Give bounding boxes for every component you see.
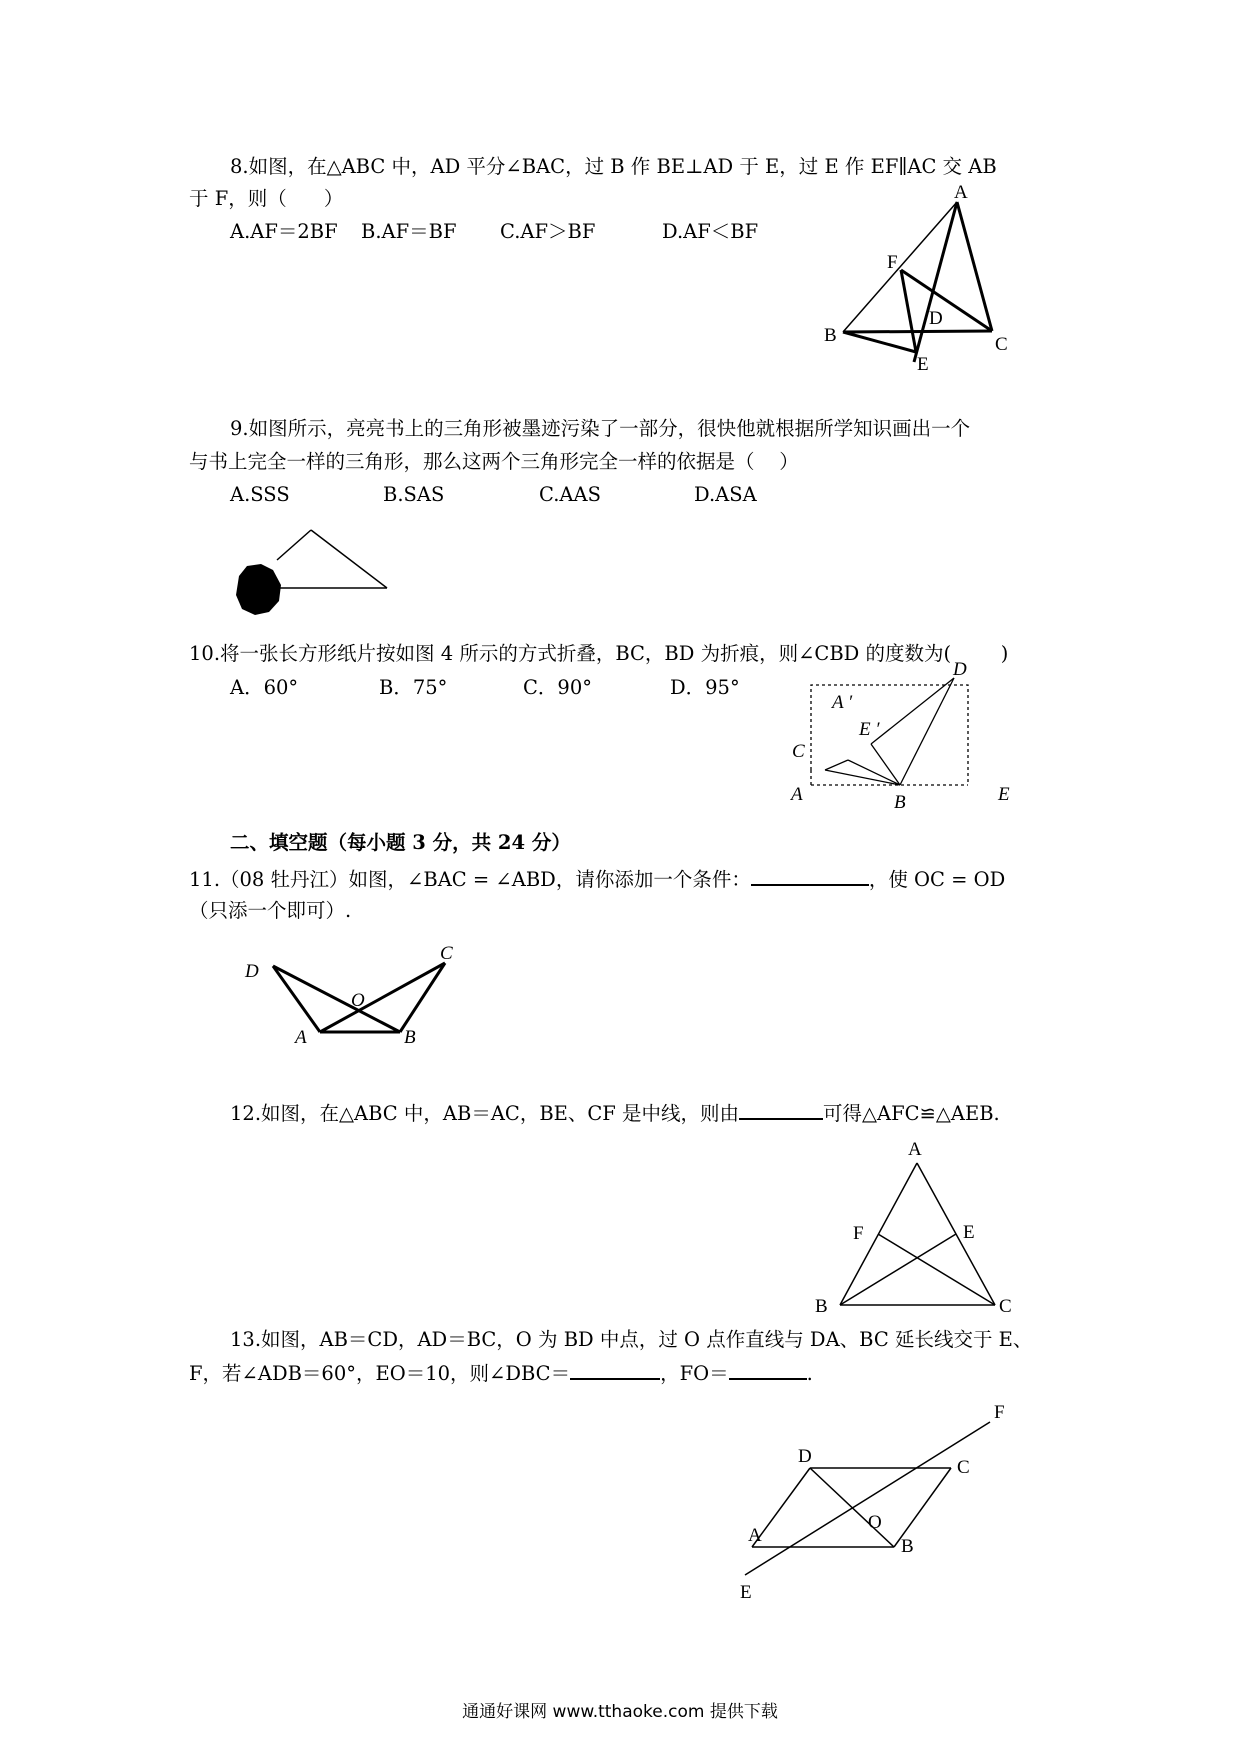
q11-answer-blank[interactable] (751, 866, 869, 886)
q10-label-e: E (998, 784, 1010, 805)
q13-line2-mid: ，FO＝ (660, 1362, 729, 1385)
q11-line1-tail: ，使 OC = OD (868, 868, 1006, 891)
q13-label-f: F (994, 1402, 1005, 1423)
q11-line1-text: 11.（08 牡丹江）如图，∠BAC = ∠ABD，请你添加一个条件： (189, 868, 751, 891)
q13-line2-text: F，若∠ADB＝60°，EO＝10，则∠DBC＝ (189, 1362, 571, 1385)
q12-label-f: F (853, 1223, 864, 1244)
q12-figure (805, 1135, 1035, 1320)
q11-line1 (189, 866, 1005, 893)
q10-option-d: D．95° (670, 676, 740, 699)
q10-option-a: A．60° (230, 676, 299, 699)
q11-line2: （只添一个即可）. (189, 899, 352, 922)
q11-label-d: D (245, 961, 259, 982)
q11-label-a: A (295, 1027, 307, 1048)
q8-label-a: A (954, 182, 968, 203)
q13-label-e: E (740, 1582, 752, 1603)
q10-label-c: C (792, 741, 805, 762)
q9-option-b: B.SAS (383, 483, 445, 506)
q9-option-a: A.SSS (230, 483, 290, 506)
q10-line1: 10.将一张长方形纸片按如图 4 所示的方式折叠，BC，BD 为折痕，则∠CBD 的度数为( ) (189, 642, 1009, 665)
q8-label-f: F (887, 252, 898, 273)
q13-label-b: B (901, 1536, 914, 1557)
footer-text: 通通好课网 www.tthaoke.com 提供下载 (462, 1702, 778, 1722)
q12-line1 (230, 1100, 1000, 1127)
q11-figure (240, 940, 470, 1050)
q8-line2: 于 F，则（ ） (189, 187, 344, 210)
q12-label-e: E (963, 1222, 975, 1243)
q10-label-e-prime: E ′ (859, 719, 880, 740)
q13-label-c: C (957, 1457, 970, 1478)
q12-label-c: C (999, 1296, 1012, 1317)
q8-line1: 8.如图，在△ABC 中，AD 平分∠BAC，过 B 作 BE⊥AD 于 E，过 E 作 EF∥AC 交 AB (230, 155, 997, 178)
q8-option-b: B.AF＝BF (361, 220, 457, 243)
q9-option-c: C.AAS (539, 483, 601, 506)
q10-label-d: D (953, 659, 967, 680)
q8-label-c: C (995, 334, 1008, 355)
q8-option-c: C.AF＞BF (500, 220, 596, 243)
q10-option-b: B．75° (379, 676, 448, 699)
q11-label-b: B (404, 1027, 416, 1048)
ink-blot-icon (236, 564, 281, 615)
q10-label-a-prime: A ′ (832, 692, 853, 713)
q8-label-b: B (824, 325, 837, 346)
q10-label-a: A (791, 784, 803, 805)
q10-option-c: C．90° (523, 676, 592, 699)
q11-label-c: C (440, 943, 453, 964)
q12-label-a: A (908, 1139, 922, 1160)
section-title: 二、填空题（每小题 3 分，共 24 分） (230, 831, 571, 854)
q8-label-e: E (917, 354, 929, 375)
q8-label-d: D (929, 308, 943, 329)
q12-label-b: B (815, 1296, 828, 1317)
q13-label-a: A (748, 1525, 762, 1546)
q9-figure (225, 515, 395, 625)
q9-line2: 与书上完全一样的三角形，那么这两个三角形完全一样的依据是（ ） (189, 450, 799, 473)
q9-line1: 9.如图所示，亮亮书上的三角形被墨迹污染了一部分，很快他就根据所学知识画出一个 (230, 417, 971, 440)
q13-line2-end: . (806, 1362, 813, 1385)
q12-answer-blank[interactable] (739, 1100, 823, 1120)
q13-line2 (189, 1360, 813, 1387)
q13-answer-blank-fo[interactable] (729, 1360, 807, 1380)
q12-line1-text: 12.如图，在△ABC 中，AB＝AC，BE、CF 是中线，则由 (230, 1102, 740, 1125)
q13-figure (740, 1400, 1030, 1610)
q13-line1: 13.如图，AB＝CD，AD＝BC，O 为 BD 中点，过 O 点作直线与 DA、BC 延长线交于 E、 (230, 1328, 1033, 1351)
q12-line1-tail: 可得△AFC≌△AEB. (823, 1102, 1000, 1125)
q8-option-d: D.AF＜BF (662, 220, 759, 243)
q13-label-o: O (868, 1512, 882, 1533)
q8-figure (810, 180, 1020, 380)
q8-option-a: A.AF＝2BF (230, 220, 338, 243)
q13-answer-blank-angle[interactable] (570, 1360, 660, 1380)
q13-label-d: D (798, 1446, 812, 1467)
q10-label-b: B (894, 792, 906, 813)
q11-label-o: O (351, 990, 365, 1011)
q9-option-d: D.ASA (694, 483, 757, 506)
q10-figure (780, 655, 1020, 820)
